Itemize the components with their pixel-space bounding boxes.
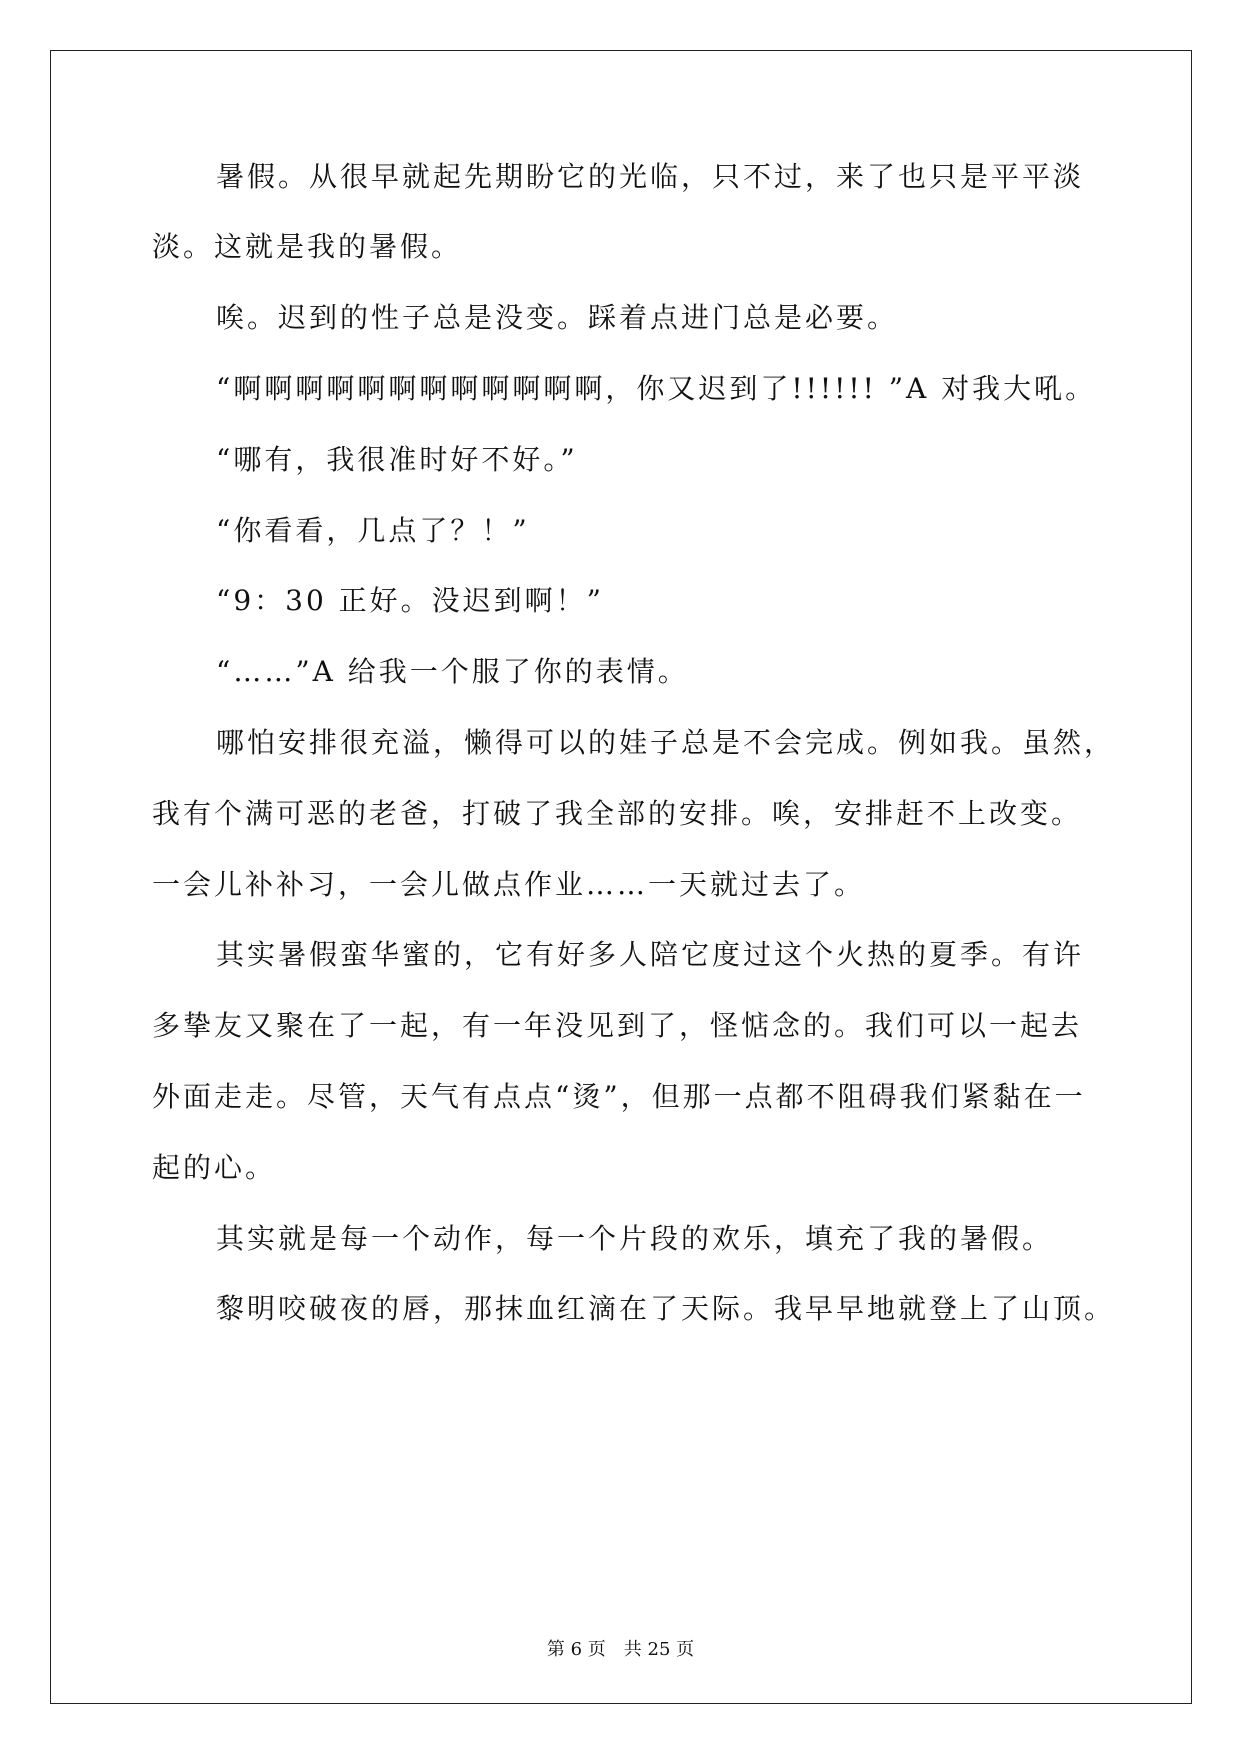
page-number: 第 6 页 共 25 页: [546, 1639, 695, 1660]
text-line: “哪有，我很准时好不好。”: [216, 443, 578, 476]
text-line: 一会儿补补习，一会儿做点作业……一天就过去了。: [152, 868, 866, 901]
text-line: “……”A 给我一个服了你的表情。: [216, 655, 689, 688]
text-line: “啊啊啊啊啊啊啊啊啊啊啊啊，你又迟到了!!!!!! ”A 对我大吼。: [216, 372, 1097, 405]
text-line: 多挚友又聚在了一起，有一年没见到了，怪惦念的。我们可以一起去: [152, 1009, 1083, 1042]
text-line: “9：30 正好。没迟到啊！”: [216, 584, 604, 617]
text-line: 其实就是每一个动作，每一个片段的欢乐，填充了我的暑假。: [216, 1222, 1054, 1255]
text-line: 其实暑假蛮华蜜的，它有好多人陪它度过这个火热的夏季。有许: [216, 938, 1085, 971]
text-line: 外面走走。尽管，天气有点点“烫”，但那一点都不阻碍我们紧黏在一: [152, 1080, 1086, 1113]
text-line: 淡。这就是我的暑假。: [152, 230, 463, 263]
text-line: 起的心。: [152, 1151, 277, 1184]
text-line: 唉。迟到的性子总是没变。踩着点进门总是必要。: [216, 301, 899, 334]
text-line: 暑假。从很早就起先期盼它的光临，只不过，来了也只是平平淡: [216, 160, 1085, 193]
text-line: 我有个满可恶的老爸，打破了我全部的安排。唉，安排赶不上改变。: [152, 797, 1083, 830]
text-line: 哪怕安排很充溢，懒得可以的娃子总是不会完成。例如我。虽然，: [216, 726, 1116, 759]
text-line: “你看看，几点了？！”: [216, 514, 530, 547]
text-line: 黎明咬破夜的唇，那抹血红滴在了天际。我早早地就登上了山顶。: [216, 1292, 1116, 1325]
